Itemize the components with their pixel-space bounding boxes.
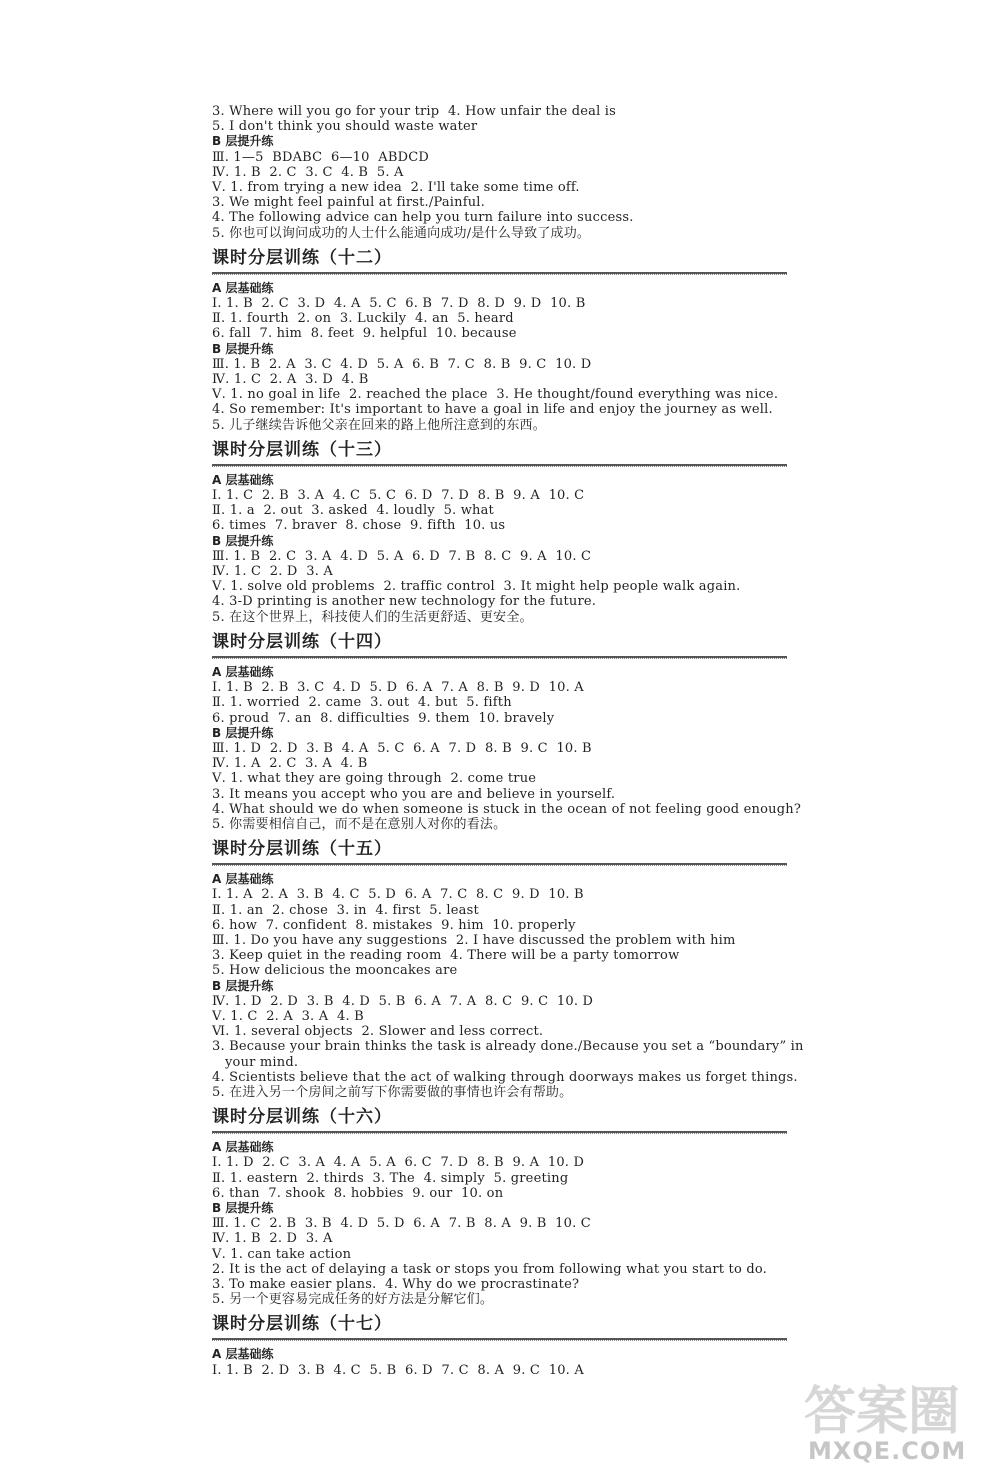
- intro-b-label: B 层提升练: [212, 134, 274, 149]
- answer-line: Ⅴ. 1. C 2. A 3. A 4. B: [212, 1008, 364, 1024]
- answer-line: Ⅳ. 1. D 2. D 3. B 4. D 5. B 6. A 7. A 8. C 9. C 10. D: [212, 993, 594, 1009]
- answer-line: your mind.: [212, 1054, 299, 1070]
- answer-line: Ⅲ. 1. D 2. D 3. B 4. A 5. C 6. A 7. D 8. B 9. C 10. B: [212, 740, 592, 756]
- section-16: [212, 1106, 792, 1307]
- intro-b-line: 3. We might feel painful at first./Painful.: [212, 195, 485, 211]
- section-title: 课时分层训练（十七）: [212, 1314, 392, 1335]
- section-title: 课时分层训练（十五）: [212, 839, 392, 860]
- watermark-url: MXQE.COM: [808, 1437, 967, 1465]
- answer-line: Ⅲ. 1. Do you have any suggestions 2. I have discussed the problem with him: [212, 932, 736, 948]
- answer-line: 3. Keep quiet in the reading room 4. There will be a party tomorrow: [212, 948, 680, 964]
- answer-line: Ⅰ. 1. C 2. B 3. A 4. C 5. C 6. D 7. D 8. B 9. A 10. C: [212, 488, 585, 504]
- watermark-glyph: 答案圈: [804, 1382, 961, 1442]
- answer-line: Ⅴ. 1. solve old problems 2. traffic control 3. It might help people walk again.: [212, 579, 741, 595]
- section-title: 课时分层训练（十四）: [212, 631, 392, 652]
- section-divider: [212, 656, 787, 659]
- answer-line: Ⅰ. 1. B 2. B 3. C 4. D 5. D 6. A 7. A 8. B 9. D 10. A: [212, 680, 584, 696]
- b-level-label: B 层提升练: [212, 978, 274, 993]
- answer-line: 5. 在这个世界上，科技使人们的生活更舒适、更安全。: [212, 609, 533, 625]
- section-divider: [212, 464, 787, 467]
- answer-line: 5. 另一个更容易完成任务的好方法是分解它们。: [212, 1292, 494, 1308]
- answer-line: 3. It means you accept who you are and believe in yourself.: [212, 786, 616, 802]
- section-divider: [212, 1131, 787, 1134]
- intro-b-line: 5. 你也可以询问成功的人士什么能通向成功/是什么导致了成功。: [212, 225, 591, 241]
- b-level-label: B 层提升练: [212, 725, 274, 740]
- answer-line: 4. What should we do when someone is stuck in the ocean of not feeling good enough?: [212, 801, 801, 817]
- answer-line: Ⅱ. 1. an 2. chose 3. in 4. first 5. least: [212, 902, 479, 918]
- a-level-label: A 层基础练: [212, 1140, 274, 1155]
- answer-line: 4. Scientists believe that the act of walking through doorways makes us forget things.: [212, 1069, 798, 1085]
- section-15: [212, 838, 804, 1100]
- intro-line-1: 3. Where will you go for your trip 4. How unfair the deal is: [212, 104, 617, 119]
- answer-line: Ⅰ. 1. D 2. C 3. A 4. A 5. A 6. C 7. D 8. B 9. A 10. D: [212, 1155, 585, 1171]
- answer-line: 4. 3-D printing is another new technology for the future.: [212, 594, 597, 610]
- section-title: 课时分层训练（十三）: [212, 439, 392, 460]
- answer-line: Ⅳ. 1. B 2. D 3. A: [212, 1231, 333, 1247]
- answer-line: 5. 在进入另一个房间之前写下你需要做的事情也许会有帮助。: [212, 1084, 573, 1100]
- answer-line: Ⅴ. 1. no goal in life 2. reached the place 3. He thought/found everything was nice.: [212, 387, 779, 403]
- a-level-label: A 层基础练: [212, 280, 274, 295]
- answer-line: 5. 你需要相信自己，而不是在意别人对你的看法。: [212, 816, 507, 832]
- answer-line: Ⅵ. 1. several objects 2. Slower and less correct.: [212, 1024, 544, 1040]
- answer-line: Ⅱ. 1. eastern 2. thirds 3. The 4. simply 5. greeting: [212, 1170, 569, 1186]
- answer-line: Ⅴ. 1. can take action: [212, 1246, 352, 1262]
- answer-line: 6. fall 7. him 8. feet 9. helpful 10. because: [212, 326, 517, 342]
- section-13: [212, 439, 792, 625]
- answer-line: 2. It is the act of delaying a task or stops you from following what you start to do.: [212, 1261, 767, 1277]
- answer-line: 6. proud 7. an 8. difficulties 9. them 10. bravely: [212, 710, 555, 726]
- b-level-label: B 层提升练: [212, 533, 274, 548]
- answer-line: Ⅲ. 1. C 2. B 3. B 4. D 5. D 6. A 7. B 8. A 9. B 10. C: [212, 1216, 591, 1232]
- answer-line: Ⅴ. 1. what they are going through 2. come true: [212, 771, 537, 787]
- answer-line: 6. than 7. shook 8. hobbies 9. our 10. on: [212, 1185, 504, 1201]
- watermark-logo: [804, 1361, 984, 1471]
- answer-line: Ⅳ. 1. C 2. D 3. A: [212, 564, 333, 580]
- answer-page: [212, 104, 804, 1380]
- b-level-label: B 层提升练: [212, 341, 274, 356]
- intro-b-line: Ⅲ. 1—5 BDABC 6—10 ABDCD: [212, 149, 429, 165]
- section-divider: [212, 1338, 787, 1341]
- intro-block: [212, 104, 792, 241]
- answer-line: Ⅲ. 1. B 2. A 3. C 4. D 5. A 6. B 7. C 8. B 9. C 10. D: [212, 356, 592, 372]
- answer-line: Ⅰ. 1. B 2. C 3. D 4. A 5. C 6. B 7. D 8. D 9. D 10. B: [212, 296, 586, 312]
- section-14: [212, 631, 801, 832]
- answer-line: Ⅲ. 1. B 2. C 3. A 4. D 5. A 6. D 7. B 8. C 9. A 10. C: [212, 548, 592, 564]
- section-divider: [212, 863, 787, 866]
- answer-line: 6. how 7. confident 8. mistakes 9. him 10. properly: [212, 917, 576, 933]
- answer-line: Ⅳ. 1. C 2. A 3. D 4. B: [212, 372, 369, 388]
- answer-line: 5. 儿子继续告诉他父亲在回来的路上他所注意到的东西。: [212, 417, 546, 433]
- a-level-label: A 层基础练: [212, 1347, 274, 1362]
- answer-line: Ⅱ. 1. a 2. out 3. asked 4. loudly 5. what: [212, 503, 494, 519]
- answer-line: Ⅰ. 1. B 2. D 3. B 4. C 5. B 6. D 7. C 8. A 9. C 10. A: [212, 1362, 584, 1378]
- intro-b-line: Ⅴ. 1. from trying a new idea 2. I'll take some time off.: [212, 180, 580, 196]
- section-title: 课时分层训练（十二）: [212, 247, 392, 268]
- answer-line: 4. So remember: It's important to have a goal in life and enjoy the journey as well.: [212, 402, 773, 418]
- section-12: [212, 247, 792, 433]
- a-level-label: A 层基础练: [212, 664, 274, 679]
- answer-line: Ⅱ. 1. worried 2. came 3. out 4. but 5. fifth: [212, 695, 512, 711]
- intro-b-line: 4. The following advice can help you turn failure into success.: [212, 210, 634, 226]
- answer-line: Ⅳ. 1. A 2. C 3. A 4. B: [212, 756, 368, 772]
- answer-line: 5. How delicious the mooncakes are: [212, 963, 458, 979]
- section-divider: [212, 272, 787, 275]
- intro-b-line: Ⅳ. 1. B 2. C 3. C 4. B 5. A: [212, 164, 404, 180]
- b-level-label: B 层提升练: [212, 1200, 274, 1215]
- intro-line-2: 5. I don't think you should waste water: [212, 119, 478, 135]
- section-17: [212, 1313, 792, 1377]
- a-level-label: A 层基础练: [212, 472, 274, 487]
- answer-line: Ⅰ. 1. A 2. A 3. B 4. C 5. D 6. A 7. C 8. C 9. D 10. B: [212, 887, 584, 903]
- answer-line: 3. To make easier plans. 4. Why do we procrastinate?: [212, 1277, 580, 1292]
- answer-line: Ⅱ. 1. fourth 2. on 3. Luckily 4. an 5. heard: [212, 311, 514, 327]
- answer-line: 6. times 7. braver 8. chose 9. fifth 10. us: [212, 518, 506, 534]
- answer-line: 3. Because your brain thinks the task is already done./Because you set a “boundary” in: [212, 1039, 804, 1055]
- a-level-label: A 层基础练: [212, 872, 274, 887]
- section-title: 课时分层训练（十六）: [212, 1107, 392, 1128]
